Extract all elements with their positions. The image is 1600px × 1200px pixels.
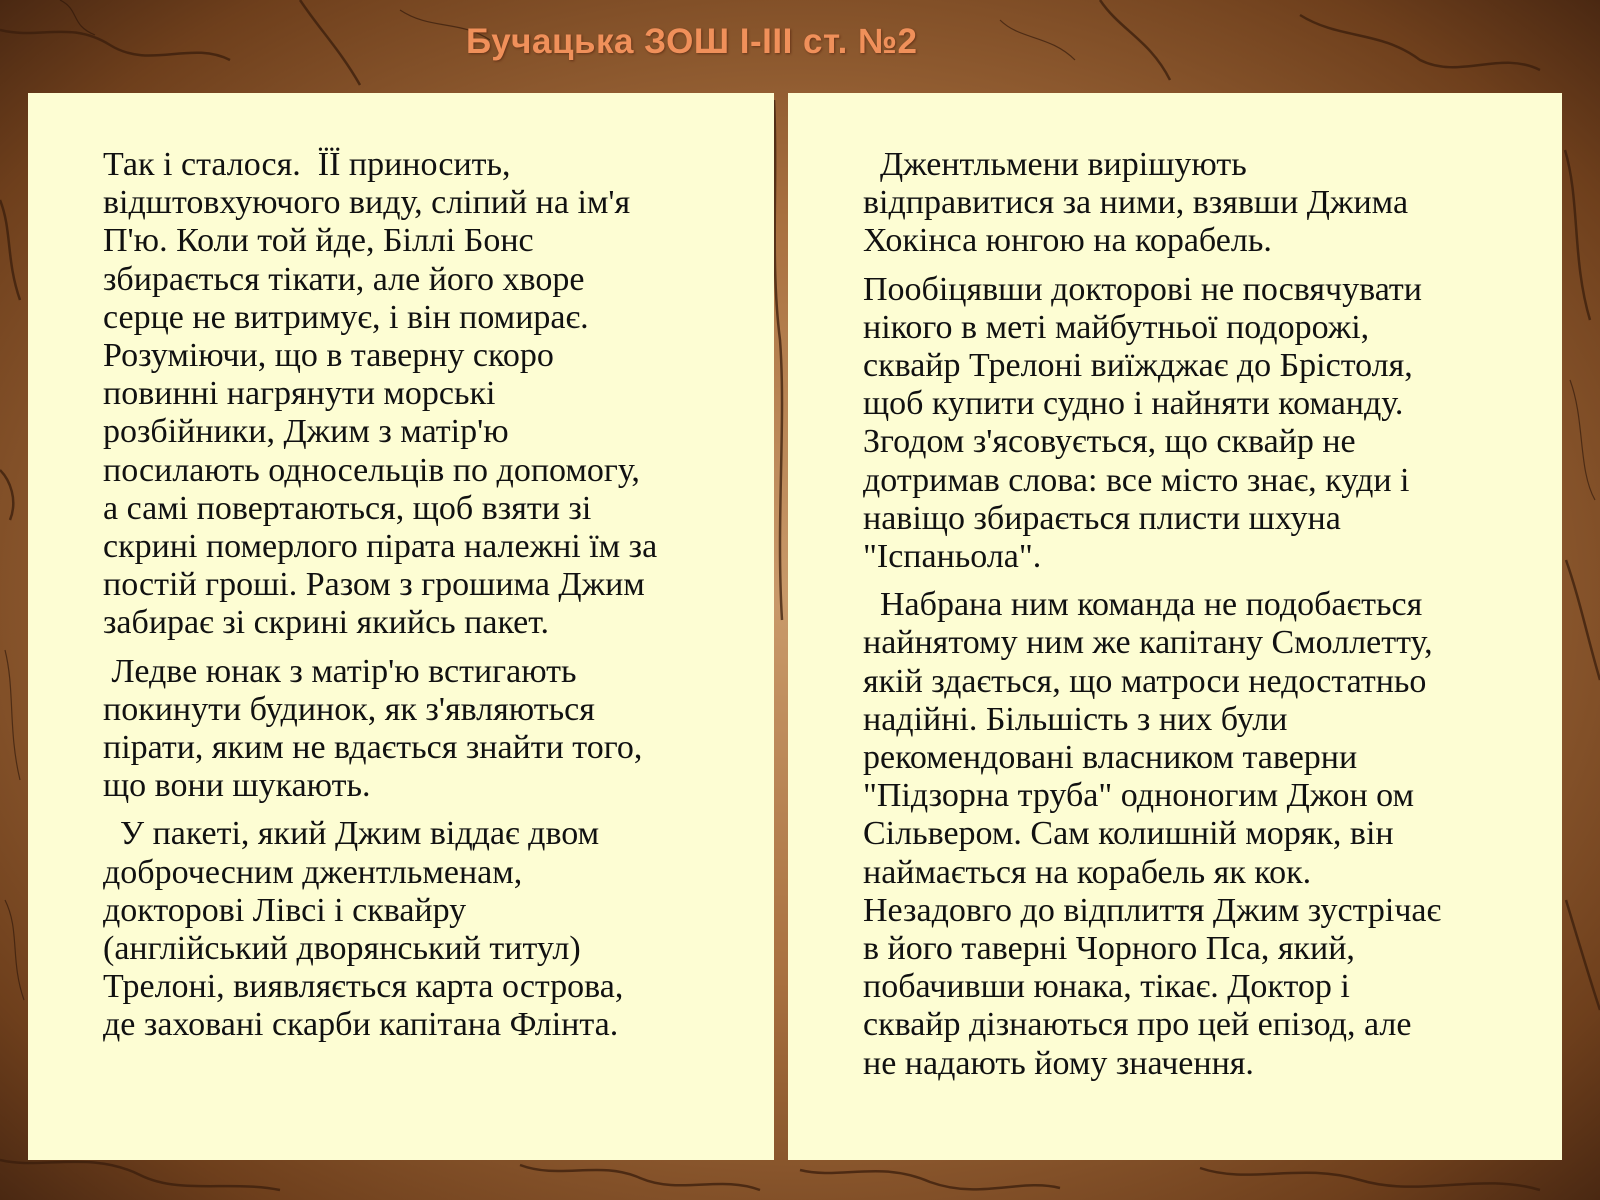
right-paragraph-3: Набрана ним команда не подобається найнятому ним же капітану Смоллетту, якій здається, що матроси недостатньо надійні. Більшість з них були рекомендовані власником таверни "Підзорна труба" одноногим Джон ом Сільвером. Сам колишній моряк, він наймається на корабель як кок. Незадовго до відплиття Джим зустрічає в його таверні Чорного Пса, який, побачивши юнака, тікає. Доктор і сквайр дізнаються про цей епізод, але не надають йому значення.: [863, 586, 1442, 1082]
page-title: Бучацька ЗОШ І-ІІІ ст. №2: [466, 22, 918, 61]
right-text-panel: [788, 93, 1562, 1160]
right-paragraph-2: Пообіцявши докторові не посвячувати нікого в меті майбутньої подорожі, сквайр Трелоні виїжджає до Брістоля, щоб купити судно і найняти команду. Згодом з'ясовується, що сквайр не дотримав слова: все місто знає, куди і навіщо збирається плисти шхуна "Іспаньола".: [863, 270, 1422, 576]
left-paragraph-3: У пакеті, який Джим віддає двом доброчесним джентльменам, докторові Лівсі і сквайру (англійський дворянський титул) Трелоні, виявляється карта острова, де заховані скарби капітана Флінта.: [103, 815, 624, 1044]
left-paragraph-2: Ледве юнак з матір'ю встигають покинути будинок, як з'являються пірати, яким не вдається знайти того, що вони шукають.: [103, 652, 643, 805]
left-paragraph-1: Так і сталося. ЇЇ приносить, відштовхуючого виду, сліпий на ім'я П'ю. Коли той йде, Біллі Бонс збирається тікати, але його хворе серце не витримує, і він помирає. Розуміючи, що в таверну скоро повинні нагрянути морські розбійники, Джим з матір'ю посилають односельців по допомогу, а самі повертаються, щоб взяти зі скрині померлого пірата належні їм за постій гроші. Разом з грошима Джим забирає зі скрині якийсь пакет.: [103, 146, 658, 642]
right-paragraph-1: Джентльмени вирішують відправитися за ними, взявши Джима Хокінса юнгою на корабель.: [863, 146, 1409, 260]
left-text-panel: [28, 93, 774, 1160]
